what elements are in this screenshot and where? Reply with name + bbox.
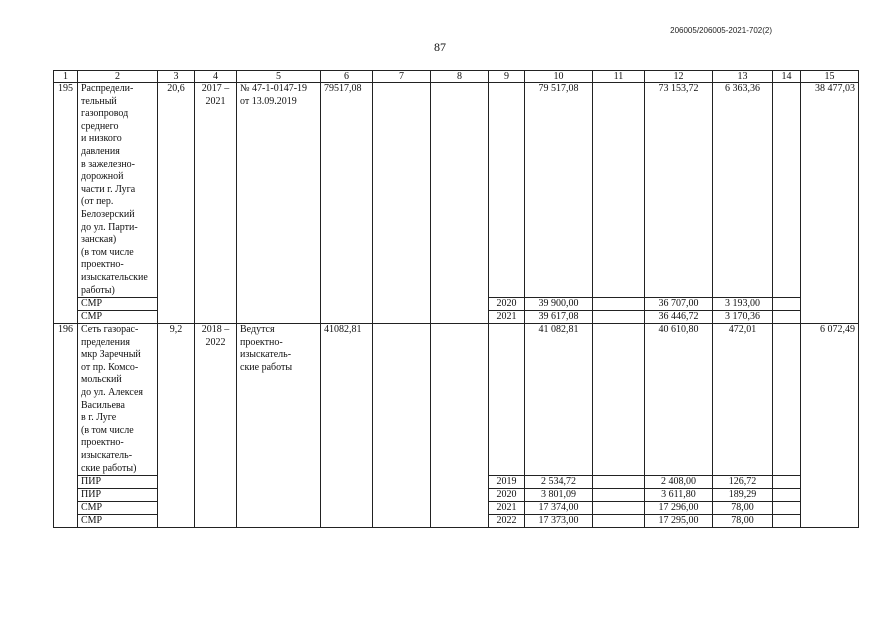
amount-cell: 3 801,09 <box>525 489 593 502</box>
amount-net-cell: 17 295,00 <box>645 515 713 528</box>
amount-net-cell: 3 611,80 <box>645 489 713 502</box>
stage-type-cell: СМР <box>78 515 158 528</box>
column-header: 8 <box>431 71 489 83</box>
col14-cell <box>773 502 801 515</box>
object-name-cell: Сеть газорас- пределения мкр Заречный от пр. Комсо- мольский до ул. Алексея Васильева в г. Луге (в том числе проектно- изыскатель- ские работы) <box>78 324 158 476</box>
stage-type-cell: СМР <box>78 502 158 515</box>
amount-cell: 39 900,00 <box>525 298 593 311</box>
year-cell: 2019 <box>489 476 525 489</box>
vat-cell: 78,00 <box>713 502 773 515</box>
year-cell: 2021 <box>489 311 525 324</box>
amount-net-cell: 36 707,00 <box>645 298 713 311</box>
stage-type-cell: ПИР <box>78 489 158 502</box>
total-cost-cell: 79517,08 <box>321 83 373 324</box>
stage-type-cell: СМР <box>78 298 158 311</box>
amount-cell: 79 517,08 <box>525 83 593 298</box>
col11-cell <box>593 489 645 502</box>
vat-cell: 472,01 <box>713 324 773 476</box>
column-header: 1 <box>54 71 78 83</box>
year-cell: 2022 <box>489 515 525 528</box>
column-header: 7 <box>373 71 431 83</box>
period-cell: 2018 – 2022 <box>195 324 237 528</box>
col14-cell <box>773 311 801 324</box>
amount-cell: 17 373,00 <box>525 515 593 528</box>
col11-cell <box>593 83 645 298</box>
amount-net-cell: 40 610,80 <box>645 324 713 476</box>
amount-net-cell: 2 408,00 <box>645 476 713 489</box>
column-header: 9 <box>489 71 525 83</box>
vat-cell: 3 193,00 <box>713 298 773 311</box>
col11-cell <box>593 324 645 476</box>
col14-cell <box>773 324 801 476</box>
stage-type-cell: СМР <box>78 311 158 324</box>
column-header: 6 <box>321 71 373 83</box>
remaining-cell: 6 072,49 <box>801 324 859 528</box>
amount-cell: 2 534,72 <box>525 476 593 489</box>
column-header: 12 <box>645 71 713 83</box>
stage-type-cell: ПИР <box>78 476 158 489</box>
column-header: 10 <box>525 71 593 83</box>
investment-program-table <box>53 70 859 528</box>
year-cell <box>489 83 525 298</box>
year-cell <box>489 324 525 476</box>
amount-net-cell: 36 446,72 <box>645 311 713 324</box>
col11-cell <box>593 476 645 489</box>
vat-cell: 126,72 <box>713 476 773 489</box>
amount-net-cell: 17 296,00 <box>645 502 713 515</box>
column-header: 2 <box>78 71 158 83</box>
amount-cell: 41 082,81 <box>525 324 593 476</box>
col14-cell <box>773 83 801 298</box>
col8-cell <box>431 324 489 528</box>
table-row <box>54 324 859 476</box>
period-cell: 2017 – 2021 <box>195 83 237 324</box>
vat-cell: 6 363,36 <box>713 83 773 298</box>
column-header: 4 <box>195 71 237 83</box>
document-id: 206005/206005-2021-702(2) <box>670 26 772 35</box>
col14-cell <box>773 489 801 502</box>
col8-cell <box>431 83 489 324</box>
length-cell: 9,2 <box>158 324 195 528</box>
col11-cell <box>593 298 645 311</box>
table-row <box>54 83 859 298</box>
year-cell: 2020 <box>489 489 525 502</box>
col7-cell <box>373 83 431 324</box>
vat-cell: 189,29 <box>713 489 773 502</box>
col14-cell <box>773 515 801 528</box>
column-number-header <box>54 71 859 83</box>
col11-cell <box>593 502 645 515</box>
amount-net-cell: 73 153,72 <box>645 83 713 298</box>
total-cost-cell: 41082,81 <box>321 324 373 528</box>
col14-cell <box>773 476 801 489</box>
row-number-cell: 195 <box>54 83 78 324</box>
column-header: 5 <box>237 71 321 83</box>
length-cell: 20,6 <box>158 83 195 324</box>
vat-cell: 78,00 <box>713 515 773 528</box>
column-header: 3 <box>158 71 195 83</box>
col14-cell <box>773 298 801 311</box>
amount-cell: 39 617,08 <box>525 311 593 324</box>
column-header: 13 <box>713 71 773 83</box>
permit-cell: № 47-1-0147-19 от 13.09.2019 <box>237 83 321 324</box>
column-header: 14 <box>773 71 801 83</box>
col7-cell <box>373 324 431 528</box>
year-cell: 2020 <box>489 298 525 311</box>
remaining-cell: 38 477,03 <box>801 83 859 324</box>
page-number: 87 <box>434 40 446 54</box>
year-cell: 2021 <box>489 502 525 515</box>
object-name-cell: Распредели- тельный газопровод среднего и низкого давления в зажелезно- дорожной части г. Луга (от пер. Белозерский до ул. Парти- занская) (в том числе проектно- изыскательские работы) <box>78 83 158 298</box>
col11-cell <box>593 515 645 528</box>
vat-cell: 3 170,36 <box>713 311 773 324</box>
column-header: 15 <box>801 71 859 83</box>
row-number-cell: 196 <box>54 324 78 528</box>
column-header: 11 <box>593 71 645 83</box>
permit-cell: Ведутся проектно- изыскатель- ские работы <box>237 324 321 528</box>
amount-cell: 17 374,00 <box>525 502 593 515</box>
col11-cell <box>593 311 645 324</box>
